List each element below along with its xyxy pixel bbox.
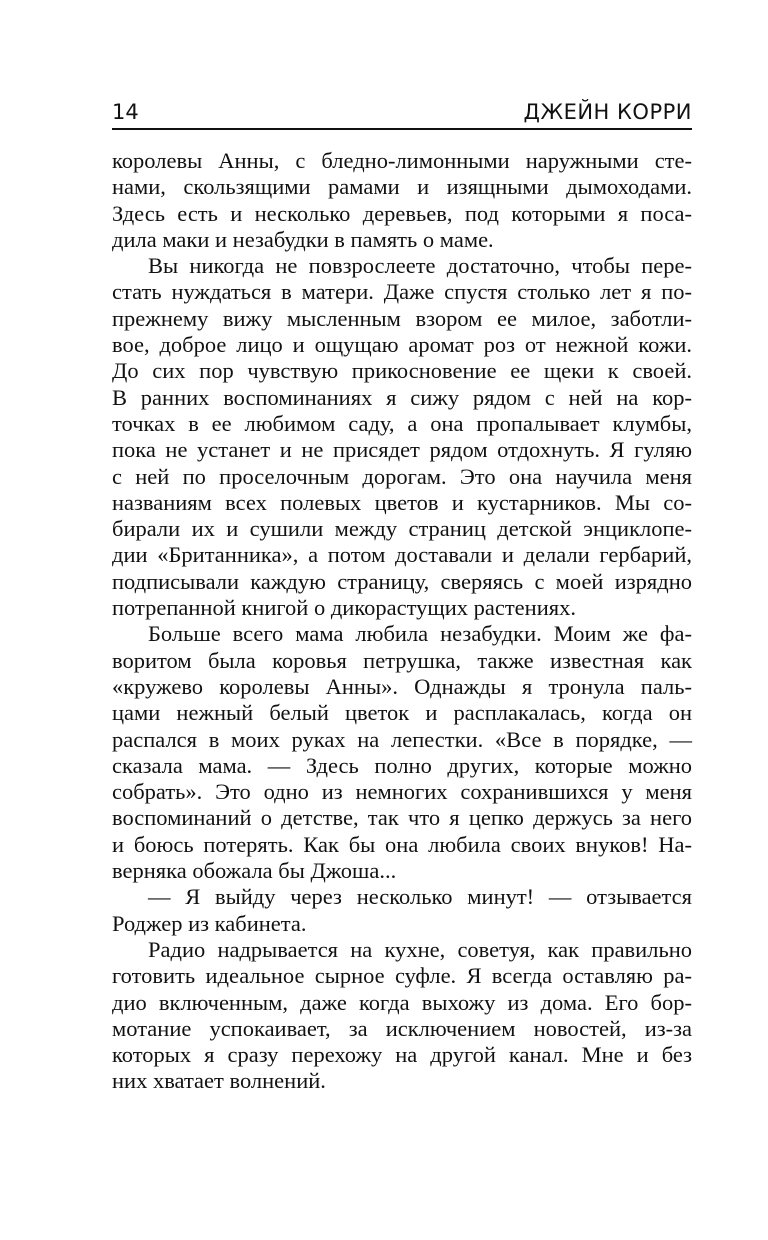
text-line: потрепанной книгой о дикорастущих растениях.	[112, 595, 576, 621]
text-line: цами нежный белый цветок и расплакалась, когда он	[112, 700, 692, 726]
header-rule	[112, 128, 692, 130]
text-line: пока не устанет и не присядет рядом отдохнуть. Я гуляю	[112, 437, 692, 463]
text-line: вое, доброе лицо и ощущаю аромат роз от нежной кожи.	[112, 332, 692, 358]
text-line: дии «Британника», а потом доставали и делали гербарий,	[112, 542, 692, 568]
text-line: дила маки и незабудки в память о маме.	[112, 226, 494, 252]
text-line: До сих пор чувствую прикосновение ее щеки к своей.	[112, 358, 692, 384]
text-line: Больше всего мама любила незабудки. Моим же фа-	[148, 621, 692, 647]
text-line: нами, скользящими рамами и изящными дымоходами.	[112, 174, 692, 200]
text-line: королевы Анны, с бледно-лимонными наружными сте-	[112, 148, 692, 173]
text-line: воспоминаний о детстве, так что я цепко держусь за него	[112, 805, 692, 831]
text-line: готовить идеальное сырное суфле. Я всегда оставляю ра-	[112, 963, 692, 989]
text-line: них хватает волнений.	[112, 1068, 326, 1094]
text-line: Радио надрывается на кухне, советуя, как правильно	[148, 936, 692, 962]
running-head	[112, 98, 692, 126]
text-line: бирали их и сушили между страниц детской энциклопе-	[112, 516, 692, 542]
text-line: верняка обожала бы Джоша...	[112, 858, 397, 884]
text-line: стать нуждаться в матери. Даже спустя столько лет я по-	[112, 279, 692, 305]
text-line: Вы никогда не повзрослеете достаточно, чтобы пере-	[148, 253, 692, 279]
text-line: подписывали каждую страницу, сверяясь с моей изрядно	[112, 568, 692, 594]
text-line: — Я выйду через несколько минут! — отзывается	[148, 884, 692, 910]
text-line: сказала мама. — Здесь полно других, которые можно	[112, 752, 692, 778]
text-line: «кружево королевы Анны». Однажды я тронула паль-	[112, 673, 692, 699]
page-number: 14	[112, 100, 139, 124]
text-line: точках в ее любимом саду, а она пропалывает клумбы,	[112, 410, 692, 436]
text-line: собрать». Это одно из немногих сохранившихся у меня	[112, 779, 692, 805]
body-text	[112, 148, 692, 1095]
text-line: мотание успокаивает, за исключением новостей, из-за	[112, 1015, 692, 1041]
text-line: распался в моих руках на лепестки. «Все в порядке, —	[112, 726, 692, 752]
text-line: Роджер из кабинета.	[112, 910, 307, 936]
text-line: В ранних воспоминаниях я сижу рядом с ней на кор-	[112, 384, 692, 410]
text-line: и боюсь потерять. Как бы она любила своих внуков! На-	[112, 831, 692, 857]
text-line: дио включенным, даже когда выхожу из дома. Его бор-	[112, 989, 692, 1015]
text-line: названиям всех полевых цветов и кустарников. Мы со-	[112, 489, 692, 515]
text-line: прежнему вижу мысленным взором ее милое, заботли-	[112, 305, 692, 331]
text-line: воритом была коровья петрушка, также известная как	[112, 647, 692, 673]
text-line: Здесь есть и несколько деревьев, под которыми я поса-	[112, 200, 692, 226]
running-head-author: ДЖЕЙН КОРРИ	[523, 100, 692, 124]
text-line: с ней по проселочным дорогам. Это она научила меня	[112, 463, 692, 489]
text-line: которых я сразу перехожу на другой канал. Мне и без	[112, 1042, 692, 1068]
